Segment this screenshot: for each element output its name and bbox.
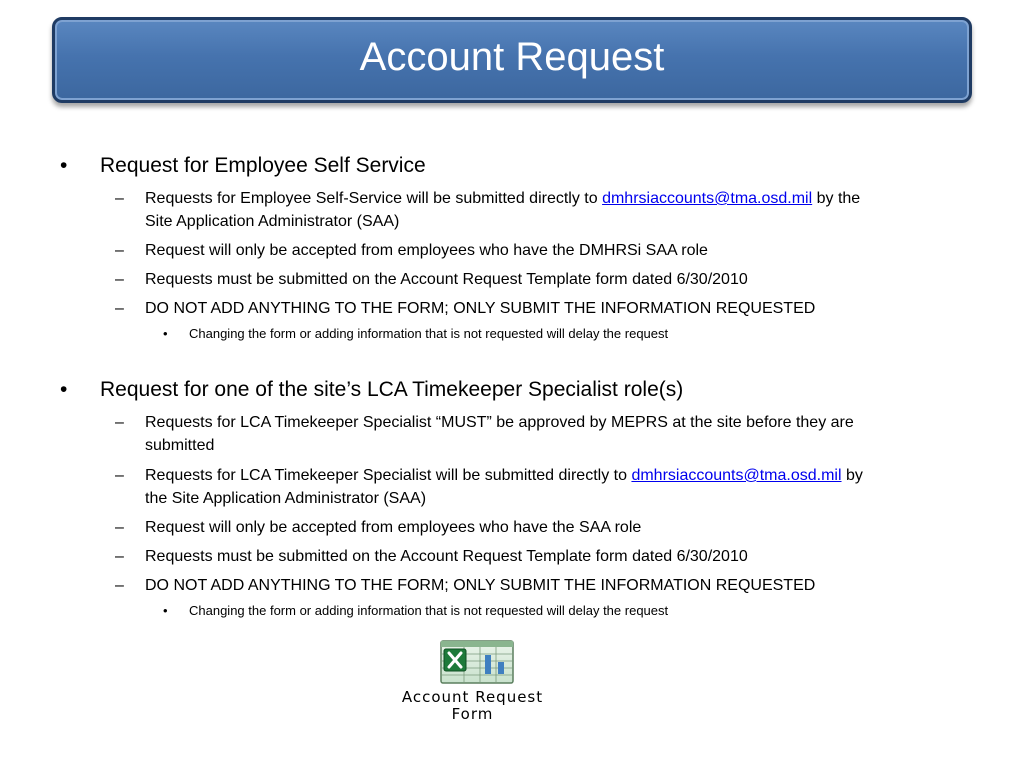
attachment-label[interactable]: [360, 689, 585, 723]
sub-list-item: [163, 324, 668, 344]
list-item: [115, 545, 970, 568]
list-item-text: DO NOT ADD ANYTHING TO THE FORM; ONLY SUBMIT THE INFORMATION REQUESTED: [145, 577, 816, 594]
list-item-text: Request will only be accepted from employees who have the DMHRSi SAA role: [145, 242, 708, 259]
list-item-text: Requests must be submitted on the Account Request Template form dated 6/30/2010: [145, 271, 748, 288]
list-item: [115, 411, 970, 457]
item-text-cont: submitted: [145, 437, 215, 454]
list-item-text: Request will only be accepted from employees who have the SAA role: [145, 519, 642, 536]
list-item: [115, 574, 970, 597]
sub-list-item: [163, 601, 668, 621]
list-item: [115, 516, 970, 539]
email-link[interactable]: dmhrsiaccounts@tma.osd.mil: [631, 467, 842, 484]
dash-marker: –: [115, 414, 124, 431]
item-text-cont: Site Application Administrator (SAA): [145, 213, 400, 230]
list-item: [115, 239, 970, 262]
list-item: [115, 268, 970, 291]
list-item-text: [145, 464, 863, 510]
list-item: [115, 187, 970, 233]
attachment-label-line2: Form: [451, 705, 494, 723]
small-bullet-marker: •: [163, 603, 168, 618]
dash-marker: –: [115, 271, 124, 288]
item-text: Requests for LCA Timekeeper Specialist “MUST” be approved by MEPRS at the site before they are: [145, 414, 854, 431]
dash-marker: –: [115, 577, 124, 594]
bullet-marker: •: [60, 154, 68, 177]
item-text-post: by the: [812, 190, 861, 207]
bullet-marker: •: [60, 378, 68, 401]
dash-marker: –: [115, 467, 124, 484]
list-item-text: Requests must be submitted on the Account Request Template form dated 6/30/2010: [145, 548, 748, 565]
section-heading-text: Request for Employee Self Service: [100, 154, 426, 177]
dash-marker: –: [115, 190, 124, 207]
section-heading-text: Request for one of the site’s LCA Timekeeper Specialist role(s): [100, 378, 684, 401]
section-heading-lca: [60, 377, 683, 403]
item-text-cont: the Site Application Administrator (SAA): [145, 490, 427, 507]
list-item-text: DO NOT ADD ANYTHING TO THE FORM; ONLY SUBMIT THE INFORMATION REQUESTED: [145, 300, 816, 317]
item-text-pre: Requests for Employee Self-Service will be submitted directly to: [145, 190, 603, 207]
dash-marker: –: [115, 300, 124, 317]
dash-marker: –: [115, 242, 124, 259]
small-bullet-marker: •: [163, 326, 168, 341]
dash-marker: –: [115, 548, 124, 565]
section-heading-ess: [60, 153, 426, 179]
list-item-text: [145, 187, 860, 233]
list-item: [115, 464, 970, 510]
item-text-pre: Requests for LCA Timekeeper Specialist will be submitted directly to: [145, 467, 632, 484]
slide-title: Account Request: [359, 35, 665, 79]
sub-list-item-text: Changing the form or adding information that is not requested will delay the request: [189, 603, 669, 618]
item-text-post: by: [841, 467, 863, 484]
excel-spreadsheet-icon[interactable]: [440, 640, 514, 684]
email-link[interactable]: dmhrsiaccounts@tma.osd.mil: [602, 190, 813, 207]
list-item-text: [145, 411, 854, 457]
dash-marker: –: [115, 519, 124, 536]
list-item: [115, 297, 970, 320]
sub-list-item-text: Changing the form or adding information that is not requested will delay the request: [189, 326, 669, 341]
attachment-label-line1: Account Request: [401, 688, 544, 706]
